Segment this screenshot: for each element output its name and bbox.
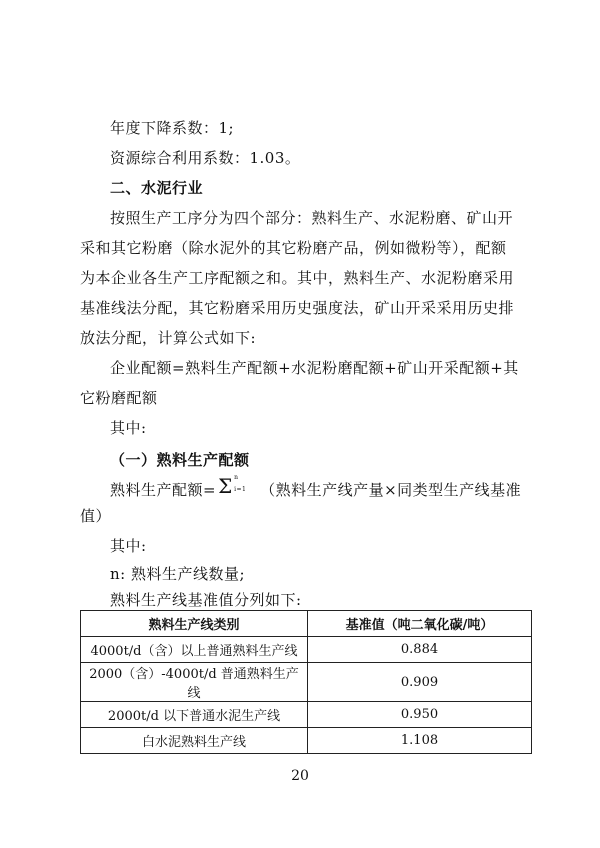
table-cell-category: 4000t/d（含）以上普通熟料生产线	[81, 637, 308, 663]
table-row	[81, 637, 532, 663]
sigma-upper-limit: n	[234, 474, 239, 481]
summation-symbol	[216, 474, 250, 502]
page-number: 20	[291, 768, 309, 784]
formula-line: 它粉磨配额	[80, 389, 158, 407]
table-header-row	[81, 611, 532, 637]
formula-line: 企业配额=熟料生产配额+水泥粉磨配额+矿山开采配额+其	[110, 359, 519, 377]
where-label: 其中:	[110, 537, 147, 555]
formula-rest: （熟料生产线产量×同类型生产线基准	[260, 481, 522, 499]
table-row	[81, 663, 532, 702]
section-heading: 二、水泥行业	[110, 179, 204, 197]
variable-definition: n: 熟料生产线数量;	[110, 565, 246, 583]
clinker-formula	[110, 474, 540, 502]
formula-prefix: 熟料生产配额=	[110, 481, 217, 499]
where-label: 其中:	[110, 419, 147, 437]
table-intro: 熟料生产线基准值分列如下:	[110, 591, 302, 609]
sigma-lower-limit: i=1	[234, 486, 247, 493]
paragraph-line: 基准线法分配，其它粉磨采用历史强度法，矿山开采采用历史排	[80, 299, 515, 317]
paragraph-line: 为本企业各生产工序配额之和。其中，熟料生产、水泥粉磨采用	[80, 269, 515, 287]
paragraph-line: 放法分配，计算公式如下:	[80, 329, 257, 347]
table-row	[81, 702, 532, 728]
formula-line: 值）	[80, 507, 112, 525]
table-cell-value: 1.108	[308, 728, 532, 754]
table-header-cell: 熟料生产线类别	[81, 611, 308, 637]
table-cell-category: 2000（含）-4000t/d 普通熟料生产线	[81, 663, 308, 702]
paragraph-line: 采和其它粉磨（除水泥外的其它粉磨产品，例如微粉等），配额	[80, 239, 507, 257]
resource-coefficient-line: 资源综合利用系数：1.03。	[110, 149, 301, 167]
sigma-sign: Σ	[218, 474, 233, 498]
table-cell-category: 2000t/d 以下普通水泥生产线	[81, 702, 308, 728]
table-cell-value: 0.884	[308, 637, 532, 663]
table-cell-value: 0.909	[308, 663, 532, 702]
subsection-heading: （一）熟料生产配额	[110, 451, 250, 469]
table-cell-value: 0.950	[308, 702, 532, 728]
decline-coefficient-line: 年度下降系数：1;	[110, 119, 235, 137]
paragraph-line: 按照生产工序分为四个部分：熟料生产、水泥粉磨、矿山开	[110, 209, 514, 227]
table-cell-category: 白水泥熟料生产线	[81, 728, 308, 754]
table-row	[81, 728, 532, 754]
benchmark-table	[80, 610, 532, 754]
table-header-cell: 基准值（吨二氧化碳/吨）	[308, 611, 532, 637]
